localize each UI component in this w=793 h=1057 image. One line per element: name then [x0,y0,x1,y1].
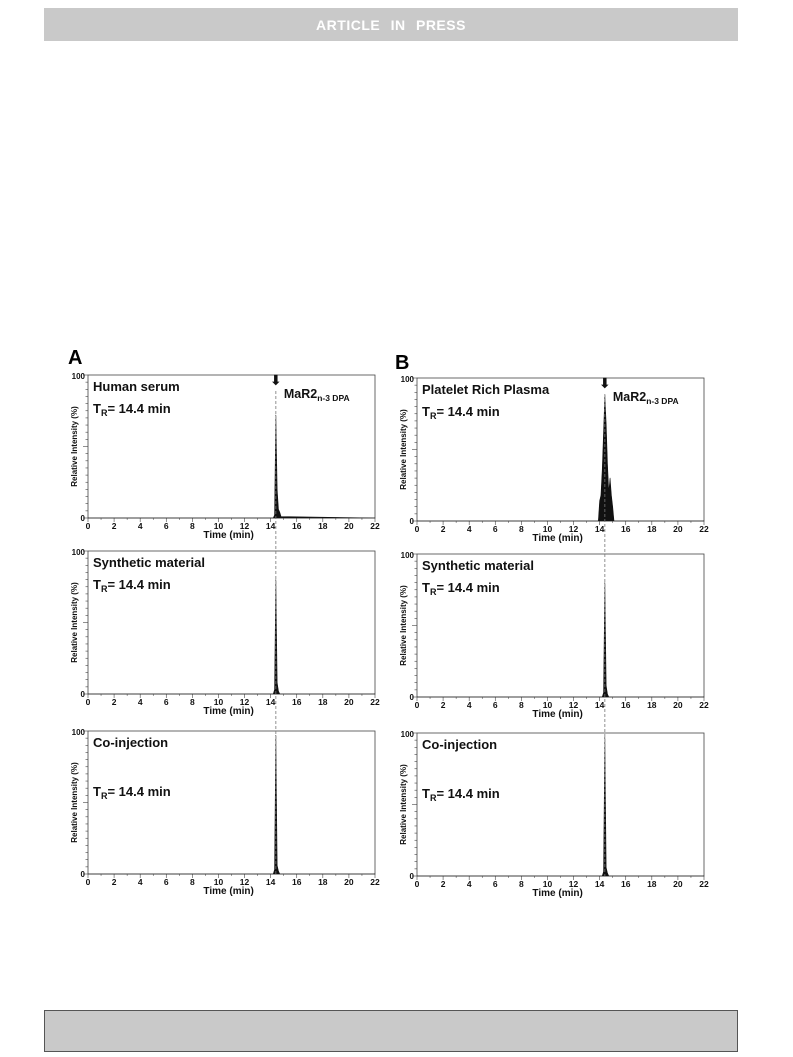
tr-value: = 14.4 min [436,786,500,801]
x-axis-label: Time (min) [203,530,254,541]
x-tick-label: 20 [673,700,683,710]
tr-subscript: R [100,408,108,418]
x-tick-label: 10 [542,524,553,534]
tr-value: = 14.4 min [436,404,500,419]
sample-title: Co-injection [93,735,169,750]
x-tick-label: 20 [344,697,354,707]
y-tick-label-0: 0 [80,690,85,699]
banner-text: ARTICLE IN PRESS [316,16,466,33]
x-tick-label: 20 [673,524,683,534]
compound-name: MaR2 [283,387,318,401]
x-tick-label: 6 [492,700,498,710]
x-tick-label: 18 [647,879,657,889]
tr-symbol: T [422,404,430,419]
tr-symbol: T [93,401,101,416]
x-tick-label: 16 [620,524,631,534]
plot-frame [417,554,704,697]
x-tick-label: 6 [163,521,169,531]
tr-subscript: R [429,411,437,421]
tr-subscript: R [100,584,108,594]
plot-frame [417,733,704,876]
x-tick-label: 4 [137,877,143,887]
x-tick-label: 12 [239,697,250,707]
x-tick-label: 16 [620,879,631,889]
x-tick-label: 2 [440,879,446,889]
sample-title: Synthetic material [93,555,205,570]
x-tick-label: 8 [518,524,524,534]
y-tick-label-0: 0 [409,517,414,526]
x-tick-label: 4 [137,521,143,531]
plot-frame [88,551,375,694]
compound-subscript: n-3 DPA [646,396,679,406]
x-tick-label: 10 [213,697,224,707]
y-axis-label: Relative Intensity (%) [70,762,79,843]
sample-title: Human serum [93,379,180,394]
x-axis-label: Time (min) [203,886,254,897]
x-tick-label: 18 [318,697,328,707]
x-tick-label: 18 [318,521,328,531]
y-tick-label-0: 0 [80,514,85,523]
x-tick-label: 16 [620,700,631,710]
x-tick-label: 6 [492,879,498,889]
x-tick-label: 14 [265,521,276,531]
x-axis-label: Time (min) [532,709,583,720]
tr-value: = 14.4 min [107,401,171,416]
x-tick-label: 8 [518,700,524,710]
x-tick-label: 10 [213,877,224,887]
y-tick-label-0: 0 [80,870,85,879]
down-arrow-icon: ⬇ [269,372,282,388]
chart-panel-3 [70,728,380,897]
down-arrow-icon: ⬇ [598,375,611,391]
x-tick-label: 6 [163,697,169,707]
tr-symbol: T [422,786,430,801]
x-tick-label: 12 [568,524,579,534]
x-tick-label: 22 [370,877,380,887]
x-tick-label: 2 [111,877,117,887]
x-tick-label: 0 [414,524,420,534]
y-axis-label: Relative Intensity (%) [70,582,79,663]
x-tick-label: 22 [370,697,380,707]
x-tick-label: 12 [239,521,250,531]
x-tick-label: 2 [440,700,446,710]
tr-value: = 14.4 min [436,580,500,595]
x-tick-label: 10 [542,700,553,710]
compound-name: MaR2 [612,390,647,404]
tr-subscript: R [100,791,108,801]
x-tick-label: 18 [318,877,328,887]
tr-symbol: T [93,784,101,799]
chart-panel-2 [70,548,380,717]
sample-title: Platelet Rich Plasma [422,382,550,397]
x-tick-label: 14 [265,697,276,707]
chart-panel-5 [399,551,709,720]
x-tick-label: 4 [466,524,472,534]
x-tick-label: 22 [370,521,380,531]
footer-bar [44,1010,738,1052]
x-tick-label: 12 [568,700,579,710]
panel-label-a: A [68,347,83,369]
x-tick-label: 10 [213,521,224,531]
tr-subscript: R [429,793,437,803]
tr-value: = 14.4 min [107,784,171,799]
x-tick-label: 4 [466,700,472,710]
x-tick-label: 20 [344,877,354,887]
x-tick-label: 14 [265,877,276,887]
x-tick-label: 12 [568,879,579,889]
x-tick-label: 4 [137,697,143,707]
chart-panel-6 [399,730,709,899]
x-tick-label: 10 [542,879,553,889]
x-tick-label: 18 [647,700,657,710]
x-tick-label: 18 [647,524,657,534]
sample-title: Co-injection [422,737,498,752]
x-tick-label: 22 [699,879,709,889]
x-tick-label: 14 [594,879,605,889]
x-tick-label: 16 [291,877,302,887]
tr-value: = 14.4 min [107,577,171,592]
y-tick-label-100: 100 [400,551,414,560]
y-axis-label: Relative Intensity (%) [399,764,408,845]
y-tick-label-100: 100 [71,728,85,737]
y-tick-label-100: 100 [400,375,414,384]
x-tick-label: 16 [291,521,302,531]
x-tick-label: 0 [414,879,420,889]
y-tick-label-0: 0 [409,872,414,881]
compound-subscript: n-3 DPA [317,393,350,403]
x-tick-label: 6 [163,877,169,887]
y-tick-label-0: 0 [409,693,414,702]
y-axis-label: Relative Intensity (%) [70,406,79,487]
x-axis-label: Time (min) [532,533,583,544]
x-tick-label: 0 [414,700,420,710]
x-tick-label: 8 [189,697,195,707]
x-tick-label: 22 [699,700,709,710]
y-tick-label-100: 100 [71,372,85,381]
x-tick-label: 2 [111,521,117,531]
plot-frame [88,731,375,874]
tr-subscript: R [429,587,437,597]
x-tick-label: 8 [518,879,524,889]
y-tick-label-100: 100 [400,730,414,739]
panel-label-b: B [395,352,410,374]
x-tick-label: 8 [189,521,195,531]
sample-title: Synthetic material [422,558,534,573]
x-tick-label: 6 [492,524,498,534]
x-tick-label: 20 [344,521,354,531]
x-tick-label: 16 [291,697,302,707]
y-axis-label: Relative Intensity (%) [399,585,408,666]
y-axis-label: Relative Intensity (%) [399,409,408,490]
tr-symbol: T [93,577,101,592]
x-tick-label: 2 [111,697,117,707]
x-tick-label: 20 [673,879,683,889]
x-tick-label: 12 [239,877,250,887]
x-tick-label: 14 [594,700,605,710]
x-tick-label: 0 [85,697,91,707]
x-tick-label: 2 [440,524,446,534]
tr-symbol: T [422,580,430,595]
x-tick-label: 0 [85,521,91,531]
x-tick-label: 14 [594,524,605,534]
x-axis-label: Time (min) [203,706,254,717]
x-tick-label: 0 [85,877,91,887]
y-tick-label-100: 100 [71,548,85,557]
x-axis-label: Time (min) [532,888,583,899]
x-tick-label: 22 [699,524,709,534]
x-tick-label: 4 [466,879,472,889]
x-tick-label: 8 [189,877,195,887]
